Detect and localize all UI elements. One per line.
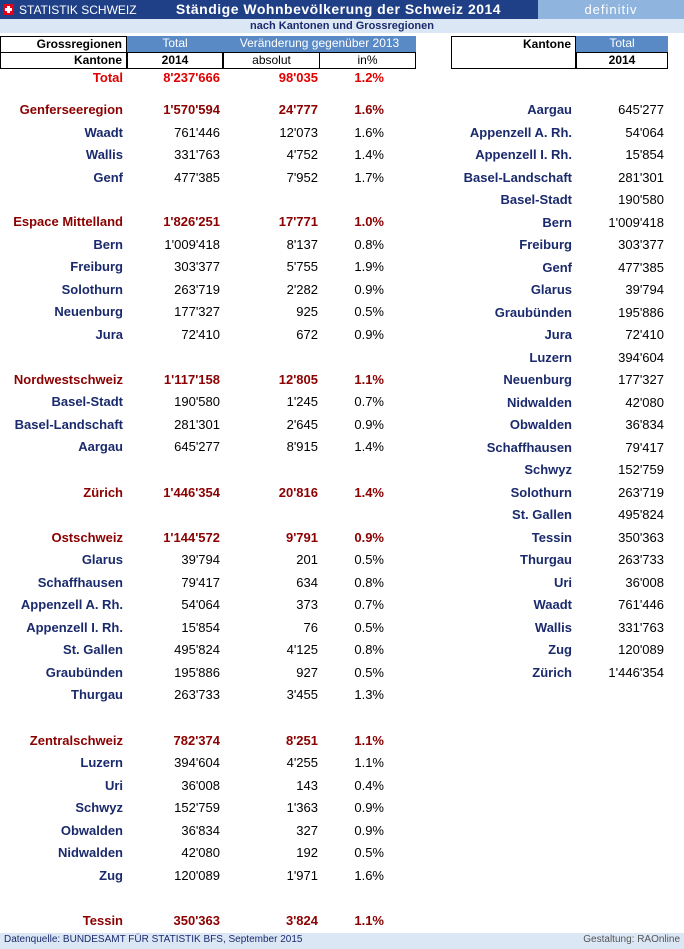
table-row: [440, 529, 680, 547]
header-total: Total: [127, 36, 223, 52]
table-row: [0, 822, 420, 840]
row-abs-change: 8'251: [285, 733, 318, 748]
row-total: 177'327: [174, 304, 220, 319]
table-row: [0, 664, 420, 682]
table-row: [0, 529, 420, 547]
row-name: Neuenburg: [54, 304, 123, 319]
table-row: [440, 259, 680, 277]
subtitle: nach Kantonen und Grossregionen: [250, 20, 434, 32]
row-pct-change: 1.6%: [354, 102, 384, 117]
row-total: 72'410: [625, 327, 664, 342]
row-name: Wallis: [85, 147, 123, 162]
row-total: 54'064: [181, 597, 220, 612]
row-pct-change: 1.3%: [354, 687, 384, 702]
row-total: 645'277: [174, 439, 220, 454]
table-row: [0, 69, 420, 87]
row-abs-change: 4'255: [286, 755, 318, 770]
row-total: 263'733: [174, 687, 220, 702]
row-name: Zürich: [83, 485, 123, 500]
row-pct-change: 1.9%: [354, 259, 384, 274]
row-pct-change: 0.5%: [354, 552, 384, 567]
row-name: Zentralschweiz: [29, 733, 123, 748]
table-row: [440, 281, 680, 299]
row-total: 152'759: [174, 800, 220, 815]
row-total: 782'374: [173, 733, 220, 748]
row-abs-change: 192: [296, 845, 318, 860]
row-name: Waadt: [84, 125, 123, 140]
row-name: Zürich: [532, 664, 572, 680]
table-row: [0, 371, 420, 389]
row-name: St. Gallen: [512, 507, 572, 522]
row-name: Bern: [93, 237, 123, 252]
row-name: Appenzell A. Rh.: [469, 124, 572, 140]
row-total: 303'377: [618, 237, 664, 252]
table-row: [440, 191, 680, 209]
row-total: 263'719: [174, 282, 220, 297]
row-name: Schwyz: [75, 800, 123, 815]
row-name: Neuenburg: [503, 372, 572, 387]
row-name: Schaffhausen: [37, 575, 123, 590]
page-title: Ständige Wohnbevölkerung der Schweiz 2014: [175, 1, 502, 17]
row-abs-change: 20'816: [278, 485, 318, 500]
row-total: 54'064: [625, 124, 664, 140]
row-total: 195'886: [618, 304, 664, 320]
row-name: Total: [92, 70, 123, 85]
row-total: 281'301: [174, 417, 220, 432]
row-total: 190'580: [618, 192, 664, 207]
swiss-flag-icon: [3, 4, 14, 15]
row-total: 190'580: [174, 394, 220, 409]
row-total: 39'794: [181, 552, 220, 567]
row-pct-change: 0.9%: [354, 282, 384, 297]
row-name: Tessin: [531, 529, 572, 545]
row-pct-change: 0.9%: [354, 530, 384, 545]
row-total: 1'446'354: [163, 485, 220, 500]
row-abs-change: 1'363: [286, 800, 318, 815]
row-total: 36'008: [181, 778, 220, 793]
row-name: Nidwalden: [57, 845, 123, 860]
table-row: [0, 416, 420, 434]
table-row: [440, 169, 680, 187]
row-abs-change: 634: [296, 575, 318, 590]
header-right-total: Total: [576, 36, 668, 52]
row-name: Solothurn: [61, 282, 123, 297]
table-row: [0, 574, 420, 592]
row-abs-change: 2'645: [286, 417, 318, 432]
header-pct: in%: [319, 52, 416, 69]
row-pct-change: 0.9%: [354, 417, 384, 432]
row-abs-change: 76: [303, 620, 318, 635]
row-abs-change: 8'137: [286, 237, 318, 252]
row-pct-change: 1.4%: [354, 439, 384, 454]
header-absolut: absolut: [223, 52, 320, 69]
table-row: [0, 326, 420, 344]
row-name: Zug: [548, 642, 572, 657]
table-row: [0, 258, 420, 276]
row-name: Appenzell A. Rh.: [20, 597, 123, 612]
row-name: Bern: [542, 214, 572, 230]
table-row: [0, 686, 420, 704]
row-total: 350'363: [618, 529, 664, 545]
row-total: 15'854: [181, 620, 220, 635]
table-row: [0, 438, 420, 456]
table-row: [0, 912, 420, 930]
row-total: 394'604: [618, 349, 664, 365]
row-pct-change: 0.9%: [354, 327, 384, 342]
row-abs-change: 4'125: [286, 642, 318, 657]
row-pct-change: 1.1%: [354, 755, 384, 770]
table-row: [440, 641, 680, 659]
row-name: Nidwalden: [506, 394, 572, 410]
row-name: Schaffhausen: [486, 439, 572, 455]
row-total: 195'886: [174, 665, 220, 680]
row-pct-change: 0.7%: [354, 394, 384, 409]
row-name: Tessin: [82, 913, 123, 928]
row-pct-change: 0.5%: [354, 845, 384, 860]
table-row: [0, 303, 420, 321]
row-abs-change: 2'282: [286, 282, 318, 297]
row-name: Luzern: [80, 755, 123, 770]
row-abs-change: 927: [296, 665, 318, 680]
row-name: Appenzell I. Rh.: [26, 620, 123, 635]
table-row: [440, 596, 680, 614]
row-name: Zug: [99, 868, 123, 883]
row-pct-change: 0.8%: [354, 237, 384, 252]
row-abs-change: 4'752: [286, 147, 318, 162]
row-pct-change: 0.5%: [354, 620, 384, 635]
row-name: Nordwestschweiz: [13, 372, 123, 387]
table-row: [0, 281, 420, 299]
logo-text: STATISTIK SCHWEIZ: [19, 2, 137, 17]
row-name: Genf: [542, 259, 572, 275]
row-total: 36'008: [625, 574, 664, 590]
row-pct-change: 0.9%: [354, 823, 384, 838]
row-total: 394'604: [174, 755, 220, 770]
row-name: Jura: [95, 327, 123, 342]
row-name: Freiburg: [70, 259, 123, 274]
source-note: Datenquelle: BUNDESAMT FÜR STATISTIK BFS, September 2015: [4, 934, 303, 945]
row-name: Waadt: [533, 597, 572, 612]
row-name: Basel-Stadt: [500, 192, 572, 207]
row-total: 495'824: [174, 642, 220, 657]
row-name: St. Gallen: [63, 642, 123, 657]
table-row: [0, 754, 420, 772]
status-badge: definitiv: [538, 0, 684, 19]
row-name: Ostschweiz: [51, 530, 123, 545]
row-abs-change: 12'805: [278, 372, 318, 387]
row-total: 263'719: [618, 484, 664, 500]
row-name: Obwalden: [509, 417, 572, 432]
row-name: Basel-Stadt: [51, 394, 123, 409]
table-row: [0, 169, 420, 187]
row-total: 331'763: [618, 619, 664, 635]
row-abs-change: 143: [296, 778, 318, 793]
table-row: [440, 664, 680, 682]
row-pct-change: 1.1%: [354, 733, 384, 748]
table-row: [440, 574, 680, 592]
row-name: Graubünden: [494, 304, 572, 320]
row-total: 761'446: [174, 125, 220, 140]
table-row: [0, 101, 420, 119]
row-name: Aargau: [78, 439, 123, 454]
row-abs-change: 9'791: [285, 530, 318, 545]
row-name: Genferseeregion: [19, 102, 123, 117]
row-total: 39'794: [625, 282, 664, 297]
row-total: 350'363: [173, 913, 220, 928]
row-pct-change: 0.9%: [354, 800, 384, 815]
table-row: [0, 484, 420, 502]
table-row: [0, 799, 420, 817]
table-row: [0, 146, 420, 164]
row-abs-change: 5'755: [286, 259, 318, 274]
row-name: Schwyz: [524, 462, 572, 477]
row-abs-change: 12'073: [279, 125, 318, 140]
table-row: [440, 326, 680, 344]
row-total: 36'834: [181, 823, 220, 838]
row-pct-change: 0.8%: [354, 575, 384, 590]
row-pct-change: 1.4%: [354, 485, 384, 500]
table-row: [0, 213, 420, 231]
row-total: 331'763: [174, 147, 220, 162]
row-name: Obwalden: [60, 823, 123, 838]
table-row: [0, 777, 420, 795]
row-name: Freiburg: [519, 237, 572, 252]
table-row: [440, 506, 680, 524]
header-kantone: Kantone: [0, 52, 127, 69]
row-name: Uri: [553, 574, 572, 590]
row-total: 281'301: [618, 169, 664, 185]
row-pct-change: 0.8%: [354, 642, 384, 657]
table-row: [0, 124, 420, 142]
row-abs-change: 3'824: [285, 913, 318, 928]
row-pct-change: 0.4%: [354, 778, 384, 793]
row-total: 8'237'666: [163, 70, 220, 85]
table-row: [0, 619, 420, 637]
row-abs-change: 17'771: [278, 214, 318, 229]
row-total: 1'117'158: [163, 372, 220, 387]
header-change: Veränderung gegenüber 2013: [223, 36, 416, 52]
row-name: Luzern: [529, 349, 572, 365]
row-abs-change: 8'915: [286, 439, 318, 454]
row-total: 761'446: [618, 597, 664, 612]
row-name: Solothurn: [510, 484, 572, 500]
header-right-kantone: Kantone: [451, 36, 576, 69]
table-row: [440, 439, 680, 457]
row-name: Uri: [104, 778, 123, 793]
row-total: 120'089: [174, 868, 220, 883]
row-total: 303'377: [174, 259, 220, 274]
row-total: 1'826'251: [163, 214, 220, 229]
row-pct-change: 1.6%: [354, 868, 384, 883]
row-total: 645'277: [618, 102, 664, 117]
table-row: [440, 236, 680, 254]
row-abs-change: 98'035: [278, 70, 318, 85]
header-right-year: 2014: [576, 52, 668, 69]
table-row: [0, 844, 420, 862]
row-name: Appenzell I. Rh.: [475, 147, 572, 162]
table-row: [0, 596, 420, 614]
row-total: 263'733: [618, 552, 664, 567]
row-name: Genf: [93, 170, 123, 185]
table-row: [440, 146, 680, 164]
row-total: 495'824: [618, 507, 664, 522]
table-row: [440, 416, 680, 434]
row-total: 120'089: [618, 642, 664, 657]
row-pct-change: 1.1%: [354, 913, 384, 928]
row-pct-change: 1.1%: [354, 372, 384, 387]
row-pct-change: 0.5%: [354, 665, 384, 680]
table-row: [440, 371, 680, 389]
row-total: 152'759: [618, 462, 664, 477]
row-pct-change: 1.6%: [354, 125, 384, 140]
row-abs-change: 1'245: [286, 394, 318, 409]
table-row: [440, 349, 680, 367]
row-name: Thurgau: [520, 552, 572, 567]
table-row: [0, 641, 420, 659]
row-total: 42'080: [625, 394, 664, 410]
table-row: [0, 732, 420, 750]
table-row: [440, 124, 680, 142]
row-name: Basel-Landschaft: [463, 169, 572, 185]
table-row: [440, 484, 680, 502]
table-row: [440, 619, 680, 637]
row-pct-change: 1.2%: [354, 70, 384, 85]
row-name: Glarus: [81, 552, 123, 567]
table-row: [0, 551, 420, 569]
row-total: 1'009'418: [608, 214, 664, 230]
row-total: 477'385: [618, 259, 664, 275]
row-name: Graubünden: [45, 665, 123, 680]
row-abs-change: 24'777: [278, 102, 318, 117]
credit-note: Gestaltung: RAOnline: [583, 934, 680, 945]
table-row: [440, 394, 680, 412]
row-total: 79'417: [181, 575, 220, 590]
row-name: Espace Mittelland: [13, 214, 123, 229]
row-pct-change: 1.7%: [354, 170, 384, 185]
row-total: 36'834: [625, 417, 664, 432]
row-abs-change: 1'971: [286, 868, 318, 883]
row-total: 79'417: [625, 439, 664, 455]
row-total: 72'410: [181, 327, 220, 342]
table-row: [440, 214, 680, 232]
row-total: 42'080: [181, 845, 220, 860]
row-name: Jura: [544, 327, 572, 342]
row-pct-change: 0.7%: [354, 597, 384, 612]
header-grossregionen: Grossregionen: [0, 36, 127, 53]
table-row: [0, 393, 420, 411]
table-row: [440, 461, 680, 479]
row-name: Thurgau: [71, 687, 123, 702]
row-abs-change: 672: [296, 327, 318, 342]
row-abs-change: 925: [296, 304, 318, 319]
row-total: 1'446'354: [608, 664, 664, 680]
row-total: 1'009'418: [164, 237, 220, 252]
row-total: 15'854: [625, 147, 664, 162]
row-name: Basel-Landschaft: [14, 417, 123, 432]
row-name: Wallis: [534, 619, 572, 635]
table-row: [0, 867, 420, 885]
row-pct-change: 1.0%: [354, 214, 384, 229]
row-total: 1'570'594: [163, 102, 220, 117]
row-pct-change: 0.5%: [354, 304, 384, 319]
header-year: 2014: [127, 52, 223, 69]
row-abs-change: 201: [296, 552, 318, 567]
table-row: [440, 551, 680, 569]
table-row: [0, 236, 420, 254]
row-total: 477'385: [174, 170, 220, 185]
row-abs-change: 327: [296, 823, 318, 838]
row-abs-change: 373: [296, 597, 318, 612]
row-abs-change: 3'455: [286, 687, 318, 702]
row-name: Glarus: [530, 282, 572, 297]
row-abs-change: 7'952: [286, 170, 318, 185]
table-row: [440, 101, 680, 119]
row-total: 177'327: [618, 372, 664, 387]
row-pct-change: 1.4%: [354, 147, 384, 162]
logo: [0, 0, 142, 19]
row-name: Aargau: [527, 102, 572, 117]
row-total: 1'144'572: [163, 530, 220, 545]
table-row: [440, 304, 680, 322]
